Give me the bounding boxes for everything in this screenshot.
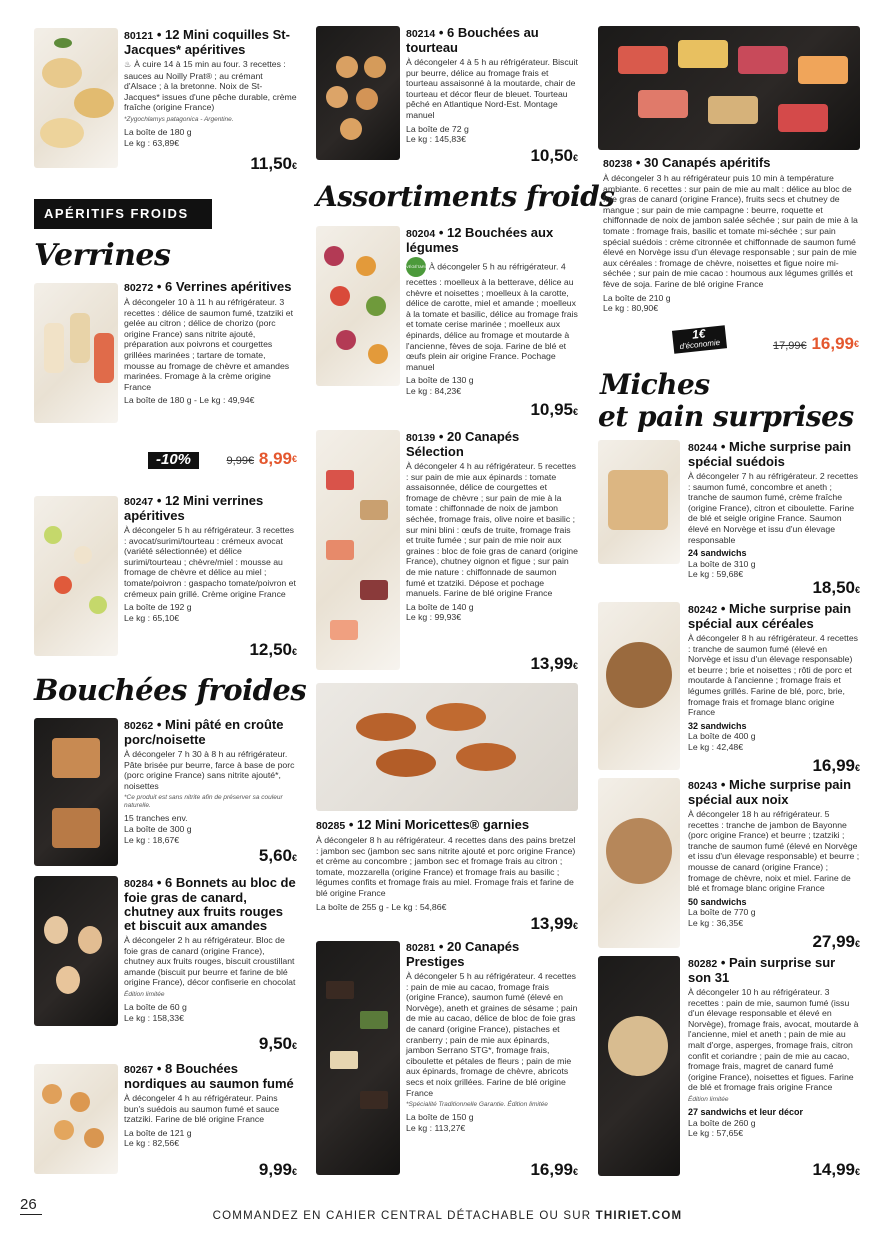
product-title: 80244 • Miche surprise pain spécial suédois [688, 439, 852, 469]
photo-bouchees-nordiques [34, 1064, 118, 1174]
product-note: *Zygochlamys patagonica - Argentine. [124, 115, 234, 123]
miches-heading-line1: Miches [600, 368, 710, 401]
product-80284[interactable] [124, 875, 297, 1054]
product-price: 13,99€ [530, 914, 578, 934]
product-perkg: Le kg : 82,56€ [124, 1138, 180, 1149]
product-extra: 50 sandwichs [688, 896, 747, 907]
product-note: Édition limitée [124, 990, 165, 998]
product-desc: À décongeler 4 h au réfrigérateur. Pains bun's suédois au saumon fumé et sauce tzatziki. Farine de blé origine France [124, 1093, 280, 1125]
product-80244[interactable] [688, 439, 860, 598]
product-desc: À décongeler 18 h au réfrigérateur. 5 recettes : tranche de jambon de Bayonne (porc origine France) et beurre ; tzatziki ; tranche de saumon fumé (élevé en Norvège et issu d'un élevage responsable) et beurre ; mousse de canard (origine France) ; fromage de chèvre, noix et miel. Farine de blé et fromage blanc origine France [688, 809, 860, 894]
product-80204[interactable] [406, 225, 578, 420]
product-80281[interactable] [406, 939, 578, 1180]
product-80214[interactable] [406, 25, 578, 166]
photo-canapes-aperitifs [598, 26, 860, 150]
product-desc: ♨ À cuire 14 à 15 min au four. 3 recettes : sauces au Noilly Prat® ; au crémant d'Alsace ; à la bretonne. Noix de St-Jacques* issues d'une pêche durable, crème fraîche (origine France) [124, 59, 297, 113]
product-pack: La boîte de 130 g [406, 375, 474, 386]
product-title: 80243 • Miche surprise pain spécial aux noix [688, 777, 852, 807]
product-perkg: Le kg : 18,67€ [124, 834, 180, 845]
photo-coquilles [34, 28, 118, 168]
product-title: 80121 • 12 Mini coquilles St-Jacques* apéritives [124, 27, 290, 57]
product-perkg: Le kg : 158,33€ [124, 1012, 184, 1023]
product-80262[interactable] [124, 717, 297, 866]
product-desc: À décongeler 7 h au réfrigérateur. 2 recettes : saumon fumé, concombre et aneth ; tranche de saumon fumé, crème fraîche (origine France), citron et ciboulette. Farine de blé et seigle origine France. Saumon élevé en Norvège et issu d'un élevage responsable [688, 471, 858, 545]
product-80242[interactable] [688, 601, 860, 776]
product-80238[interactable] [603, 156, 859, 352]
product-80139[interactable] [406, 429, 578, 674]
product-80267[interactable] [124, 1061, 297, 1180]
product-pack: La boîte de 255 g - Le kg : 54,86€ [316, 901, 447, 912]
product-title: 80242 • Miche surprise pain spécial aux céréales [688, 601, 852, 631]
footer-text: COMMANDEZ EN CAHIER CENTRAL DÉTACHABLE OU SUR THIRIET.COM [212, 1210, 683, 1222]
product-note: Édition limitée [688, 1095, 729, 1103]
product-title: 80285 • 12 Mini Moricettes® garnies [316, 817, 530, 832]
product-title: 80281 • 20 Canapés Prestiges [406, 939, 520, 969]
product-desc: À décongeler 10 à 11 h au réfrigérateur. 3 recettes : délice de saumon fumé, tzatziki et gelée au citron ; délice de chorizo (porc origine France) sans nitrite ajouté, préparation aux poivrons et courgettes grillées marinées ; tartare de tomate, mousse au fromage de chèvre et amandes marinées. Fromage à la crème origine France [124, 297, 294, 392]
product-price: 10,50€ [530, 146, 578, 166]
product-extra: 24 sandwichs [688, 548, 747, 559]
promo-price: 17,99€ 16,99€ [772, 334, 859, 354]
product-note: *Ce produit est sans nitrite afin de préserver sa couleur naturelle. [124, 794, 283, 810]
product-desc: À décongeler 4 h au réfrigérateur. 5 recettes : sur pain de mie aux épinards : tomate assaisonnée, délice de courgettes et fromage de chèvre ; sur pain de mie à la tomate : chiffonnade de noix de jambon séchée, fromage frais, olive noire et basilic ; sur mini blini : œufs de truite, fromage frais et truite fumée ; sur pain de mie noir aux graines : bloc de foie gras de canard (origine France), chutney oignon et figue ; sur pain de mie nature : chiffonnade de saumon fumé et tzatziki. Dépose et pochage manuels. Farine de blé origine France [406, 461, 578, 599]
discount-badge: -10% [148, 452, 199, 469]
product-price: 5,60€ [258, 846, 297, 866]
product-desc: À décongeler 8 h au réfrigérateur. 4 recettes : tranche de saumon fumé (élevé en Norvège et issu d'un élevage responsable) et beurre ; brie et noisettes ; rôti de porc et moutarde à l'ancienne ; fromage frais et légumes grillés. Farine de blé, porc, brie, fromage frais et fromage blanc origine France [688, 633, 858, 718]
photo-bouchees-tourteau [316, 26, 400, 160]
product-desc: À décongeler 8 h au réfrigérateur. 4 recettes dans des pains bretzel : jambon sec (jambon sec sans nitrite ajouté et porc origine France) et crème au concombre ; jambon sec et fromage frais au citron ; tomate, mozzarella (origine France) et fromage frais au basilic ; légumes confits et fromage frais au miel. Fromage frais et farine de blé origine France [316, 835, 576, 898]
product-pack: La boîte de 400 g [688, 731, 756, 742]
product-pack: La boîte de 180 g - Le kg : 49,94€ [124, 395, 255, 406]
product-pack: La boîte de 770 g [688, 907, 756, 918]
product-perkg: Le kg : 42,48€ [688, 741, 744, 752]
photo-miche-noix [598, 778, 680, 948]
bouchees-froides-heading: Bouchées froides [34, 673, 307, 707]
product-pack: La boîte de 180 g [124, 126, 192, 137]
product-perkg: Le kg : 80,90€ [603, 303, 659, 314]
product-price: 9,50€ [258, 1034, 297, 1054]
product-note: *Spécialité Traditionnelle Garantie. Édition limitée [406, 1101, 548, 1109]
product-pack: La boîte de 140 g [406, 601, 474, 612]
product-pack: La boîte de 210 g [603, 292, 671, 303]
product-80282[interactable] [688, 955, 860, 1180]
photo-mini-verrines [34, 496, 118, 656]
product-price: 11,50€ [250, 154, 297, 174]
verrines-heading: Verrines [34, 238, 171, 273]
product-perkg: Le kg : 145,83€ [406, 134, 466, 145]
product-extra: 27 sandwichs et leur décor [688, 1106, 804, 1117]
product-title: 80139 • 20 Canapés Sélection [406, 429, 520, 459]
product-pack: La boîte de 192 g [124, 602, 192, 613]
product-perkg: Le kg : 65,10€ [124, 612, 180, 623]
economy-badge: 1€ d'économie [672, 325, 727, 353]
product-title: 80238 • 30 Canapés apéritifs [603, 155, 771, 170]
product-pack: La boîte de 121 g [124, 1127, 192, 1138]
product-desc: À décongeler 5 h au réfrigérateur. 3 recettes : avocat/surimi/tourteau : crémeux avocat (variété sélectionnée) et délice surimi/tourteau ; chèvre/miel : mousse au fromage de chèvre et délice au miel ; tomate/poivron : gaspacho tomate/poivron et crémeux pain grillé. Crème origine France [124, 525, 296, 599]
product-title: 80272 • 6 Verrines apéritives [124, 279, 292, 294]
vegetarian-label-icon: VÉGÉTARIEN [406, 257, 426, 277]
product-title: 80262 • Mini pâté en croûte porc/noisette [124, 717, 284, 747]
photo-bonnets-foie-gras [34, 876, 118, 1026]
photo-miche-cereales [598, 602, 680, 770]
oven-icon: ♨ [124, 60, 132, 69]
footer-site-link[interactable]: THIRIET.COM [595, 1210, 683, 1222]
product-perkg: Le kg : 59,68€ [688, 569, 744, 580]
product-desc: VÉGÉTARIENÀ décongeler 5 h au réfrigérateur. 4 recettes : moelleux à la betterave, délice au chèvre et noisettes ; moelleux à la carotte, délice de carotte, miel et amande ; moelleux à la tomate et basilic, délice au fromage frais et tomate cerise marinée ; moelleux aux épinards, délice au fromage et moutarde à l'ancienne, fèves de soja. Farine de blé et œufs plein air origine France. Pochage manuel [406, 257, 578, 372]
product-perkg: Le kg : 113,27€ [406, 1122, 466, 1133]
product-price: 27,99€ [812, 932, 860, 952]
photo-miche-suedois [598, 440, 680, 564]
product-desc: À décongeler 2 h au réfrigérateur. Bloc de foie gras de canard (origine France), chutney aux fruits rouges, biscuit croustillant amande (biscuit pur beurre et farine de blé origine France), décor confiserie en chocolat [124, 935, 296, 988]
product-title: 80247 • 12 Mini verrines apéritives [124, 493, 264, 523]
product-price: 16,99€ [530, 1160, 578, 1180]
product-perkg: Le kg : 36,35€ [688, 917, 744, 928]
product-perkg: Le kg : 84,23€ [406, 385, 462, 396]
photo-pate-croute [34, 718, 118, 866]
product-perkg: Le kg : 57,65€ [688, 1128, 744, 1139]
promo-price: 9,99€ 8,99€ [226, 449, 297, 468]
product-price: 14,99€ [812, 1160, 860, 1180]
product-desc: À décongeler 5 h au réfrigérateur. 4 recettes : pain de mie au cacao, fromage frais (origine France), saumon fumé (élevé en Norvège), aneth et graines de sésame ; pain de mie au cacao, délice de bloc de foie gras de canard (origine France), pistaches et cranberry ; pain de mie aux épinards, jambon Serrano STG*, fromage frais, ciboulette et pétales de fleurs ; pain de mie aux épinards, fromage de chèvre, abricots secs et noix grillées. Farine de blé origine France [406, 971, 578, 1098]
product-perkg: Le kg : 63,89€ [124, 137, 180, 148]
aperitifs-froids-badge: APÉRITIFS FROIDS [34, 199, 212, 229]
photo-moricettes [316, 683, 578, 811]
product-title: 80282 • Pain surprise sur son 31 [688, 955, 836, 985]
product-pack: La boîte de 260 g [688, 1117, 756, 1128]
product-desc: À décongeler 4 à 5 h au réfrigérateur. Biscuit pur beurre, délice au fromage frais et tourteau assaisonné à la moutarde, chair de tourteau et décor fleur de bleuet. Tourteau pêché en Atlantique Nord-Est. Montage manuel [406, 57, 578, 120]
product-80243[interactable] [688, 777, 860, 952]
photo-canapes-selection [316, 430, 400, 670]
product-desc: À décongeler 7 h 30 à 8 h au réfrigérateur. Pâte brisée pur beurre, farce à base de porc (porc origine France) sans nitrite ajouté*, noisettes [124, 749, 295, 791]
product-extra: 15 tranches env. [124, 813, 188, 824]
product-title: 80284 • 6 Bonnets au bloc de foie gras de canard, chutney aux fruits rouges et biscuit aux amandes [124, 875, 296, 933]
product-price: 13,99€ [530, 654, 578, 674]
product-title: 80267 • 8 Bouchées nordiques au saumon fumé [124, 1061, 294, 1091]
assortiments-froids-heading: Assortiments froids [316, 180, 615, 213]
product-desc: À décongeler 3 h au réfrigérateur puis 10 min à température ambiante. 6 recettes : sur pain de mie au malt : délice au bloc de foie gras de canard (origine France), fruits secs et chutney de mangue ; sur pain de mie campagne : beurre, roquette et chiffonnade de noix de jambon salée séchée ; sur pain de mie à la tomate : fromage frais, basilic et tomate mi-séchée ; sur pain spécial suédois : crème citronnée et chiffonnade de saumon fumé élevé en Norvège issu d'un élevage responsable ; sur pain de mie aux céréales : fromage de chèvre, noisettes et figue noire mi-séchée ; sur pain de mie cacao : houmous aux légumes grillés et fève de soja. Farine de blé origine France [603, 173, 858, 289]
photo-bouchees-legumes [316, 226, 400, 386]
product-price: 16,99€ [812, 756, 860, 776]
page-number: 26 [20, 1196, 37, 1213]
product-pack: La boîte de 60 g [124, 1001, 187, 1012]
product-price: 12,50€ [249, 640, 297, 660]
product-80272[interactable] [124, 280, 297, 480]
product-80247[interactable] [124, 493, 297, 660]
product-price: 10,95€ [530, 400, 578, 420]
miches-heading-line2: et pain surprises [598, 400, 854, 433]
product-pack: La boîte de 300 g [124, 823, 192, 834]
product-price: 18,50€ [812, 578, 860, 598]
product-80121[interactable] [124, 27, 297, 174]
product-price: 9,99€ [258, 1160, 297, 1180]
product-pack: La boîte de 310 g [688, 558, 756, 569]
product-title: 80204 • 12 Bouchées aux légumes [406, 225, 554, 255]
product-extra: 32 sandwichs [688, 720, 747, 731]
product-80285[interactable] [316, 817, 578, 934]
photo-canapes-prestiges [316, 941, 400, 1175]
product-desc: À décongeler 10 h au réfrigérateur. 3 recettes : pain de mie, saumon fumé (issu d'un élevage responsable et élevé en Norvège), fromage frais, avocat, moutarde à l'ancienne, miel et aneth ; pain de mie au malt d'orge, asperges, fromage frais, citron confit et coriandre ; pain de mie au cacao, fromage frais, magret de canard fumé (origine France), noisettes et figues. Farine de blé et fromage frais origine France [688, 987, 859, 1093]
product-title: 80214 • 6 Bouchées au tourteau [406, 25, 539, 55]
photo-pain-surprise [598, 956, 680, 1176]
product-pack: La boîte de 72 g [406, 123, 469, 134]
product-pack: La boîte de 150 g [406, 1112, 474, 1123]
photo-verrines [34, 283, 118, 423]
product-perkg: Le kg : 99,93€ [406, 612, 462, 623]
